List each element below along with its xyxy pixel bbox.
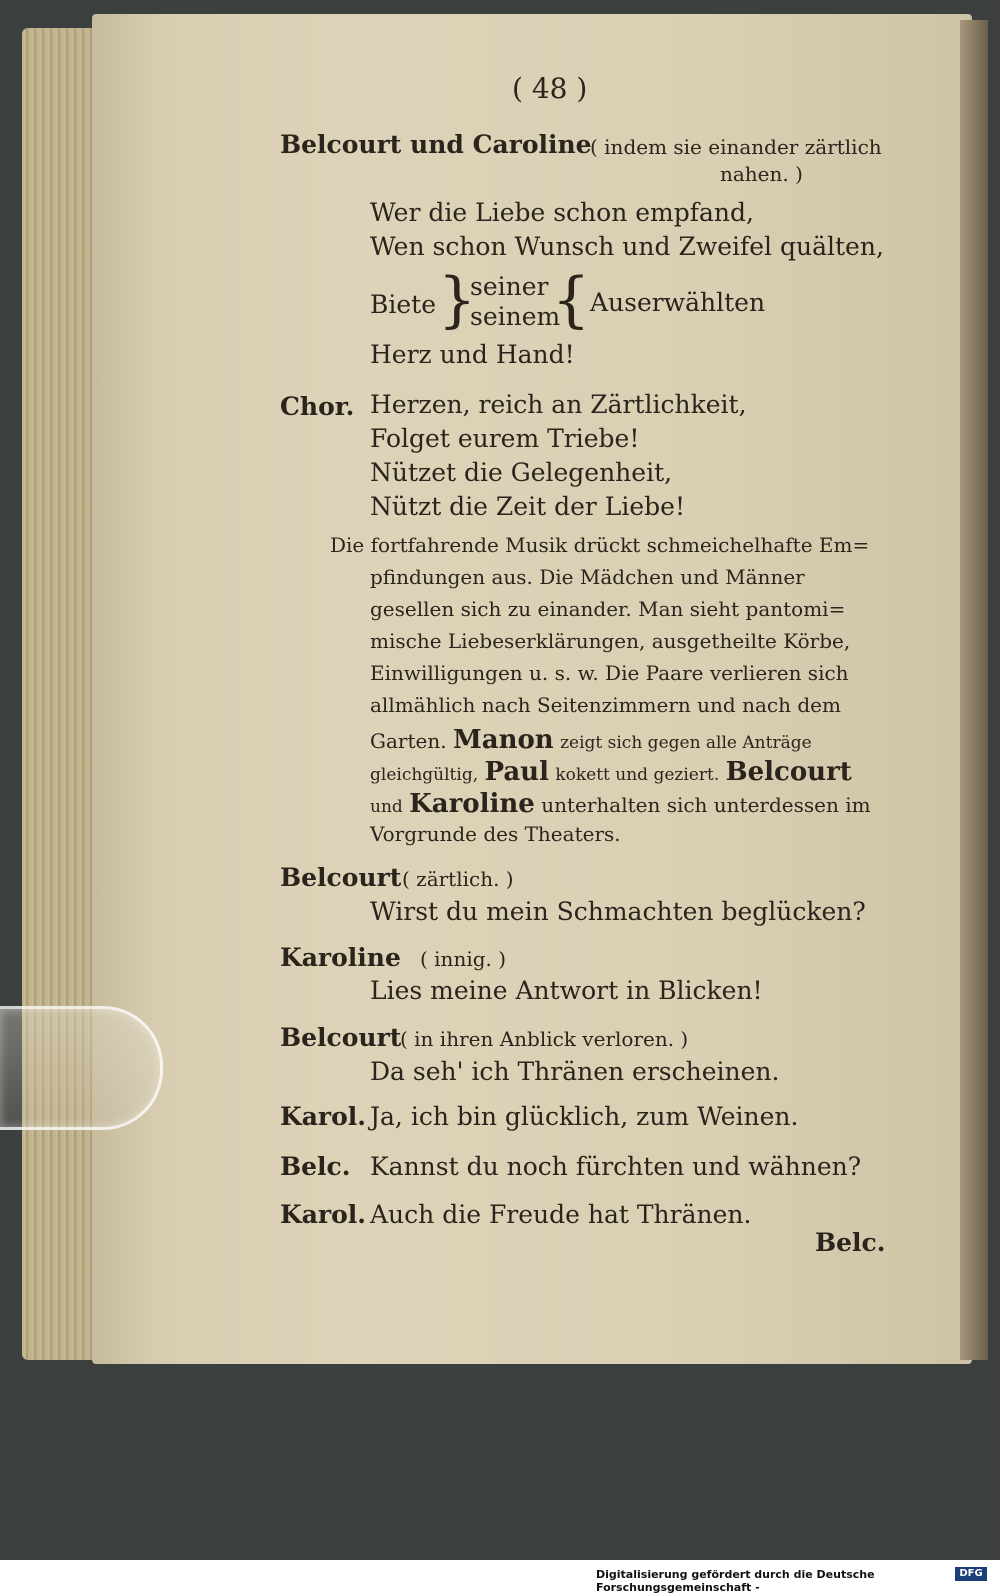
speaker-karol: Karol. (280, 1102, 366, 1131)
verse-word-seinem: seinem (470, 302, 561, 331)
stage-direction-line: gesellen sich zu einander. Man sieht pantomi= (370, 597, 846, 621)
speaker-chor: Chor. (280, 392, 355, 421)
verse-line: Folget eurem Triebe! (370, 424, 640, 453)
verse-line: Kannst du noch fürchten und wähnen? (370, 1152, 862, 1181)
stage-direction: ( in ihren Anblick verloren. ) (400, 1027, 689, 1051)
verse-line: Da seh' ich Thränen erscheinen. (370, 1057, 780, 1086)
page-clip (0, 1006, 163, 1130)
text-fragment: Garten. (370, 729, 447, 753)
stage-direction-line: allmählich nach Seitenzimmern und nach dem (370, 693, 841, 717)
stage-direction-line: Vorgrunde des Theaters. (370, 822, 621, 846)
stage-direction-line: mische Liebeserklärungen, ausgetheilte Körbe, (370, 629, 851, 653)
footer-credit: Digitalisierung gefördert durch die Deutsche Forschungsgemeinschaft - (596, 1568, 875, 1594)
verse-line: Wirst du mein Schmachten beglücken? (370, 897, 866, 926)
speaker-belcourt-caroline: Belcourt und Caroline (280, 130, 592, 159)
speaker-belc: Belc. (280, 1152, 351, 1181)
stage-direction: ( indem sie einander zärtlich (590, 135, 882, 159)
verse-word-seiner: seiner (470, 272, 549, 301)
text-fragment: und (370, 797, 403, 817)
verse-line: Herz und Hand! (370, 340, 575, 369)
dfg-logo: DFG (955, 1567, 987, 1581)
text-fragment: gleichgültig, (370, 765, 479, 785)
text-fragment: kokett und geziert. (555, 765, 720, 785)
stage-direction-line (370, 789, 871, 819)
left-brace: } (438, 265, 477, 335)
text-fragment: zeigt sich gegen alle Anträge (560, 733, 812, 753)
name-manon: Manon (452, 725, 554, 755)
text-fragment: unterhalten sich unterdessen im (541, 793, 871, 817)
verse-line: Wen schon Wunsch und Zweifel quälten, (370, 232, 884, 261)
verse-line: Wer die Liebe schon empfand, (370, 198, 754, 227)
speaker-karoline: Karoline (280, 943, 401, 972)
stage-direction: ( innig. ) (420, 947, 507, 971)
verse-word-auserwaehlten: Auserwählten (590, 288, 766, 317)
verse-line: Auch die Freude hat Thränen. (370, 1200, 752, 1229)
stage-direction-line: pfindungen aus. Die Mädchen und Männer (370, 565, 805, 589)
name-paul: Paul (484, 757, 549, 787)
name-karoline: Karoline (409, 789, 535, 819)
stage-direction-line (370, 725, 812, 755)
right-brace: { (552, 265, 591, 335)
stage-direction-line (370, 757, 852, 787)
speaker-karol: Karol. (280, 1200, 366, 1229)
verse-word-biete: Biete (370, 290, 437, 319)
book-spine-shadow (960, 20, 988, 1360)
speaker-belcourt: Belcourt (280, 863, 402, 892)
page-number: ( 48 ) (512, 72, 588, 105)
verse-line: Lies meine Antwort in Blicken! (370, 976, 763, 1005)
verse-line: Nützet die Gelegenheit, (370, 458, 673, 487)
name-belcourt: Belcourt (725, 757, 852, 787)
catchword: Belc. (815, 1228, 886, 1257)
verse-line: Nützt die Zeit der Liebe! (370, 492, 686, 521)
speaker-belcourt: Belcourt (280, 1023, 402, 1052)
verse-line: Ja, ich bin glücklich, zum Weinen. (370, 1102, 799, 1131)
stage-direction-line: Die fortfahrende Musik drückt schmeichelhafte Em= (330, 533, 870, 557)
stage-direction-line: Einwilligungen u. s. w. Die Paare verlieren sich (370, 661, 849, 685)
verse-line: Herzen, reich an Zärtlichkeit, (370, 390, 747, 419)
stage-direction: ( zärtlich. ) (402, 867, 514, 891)
stage-direction: nahen. ) (720, 162, 803, 186)
